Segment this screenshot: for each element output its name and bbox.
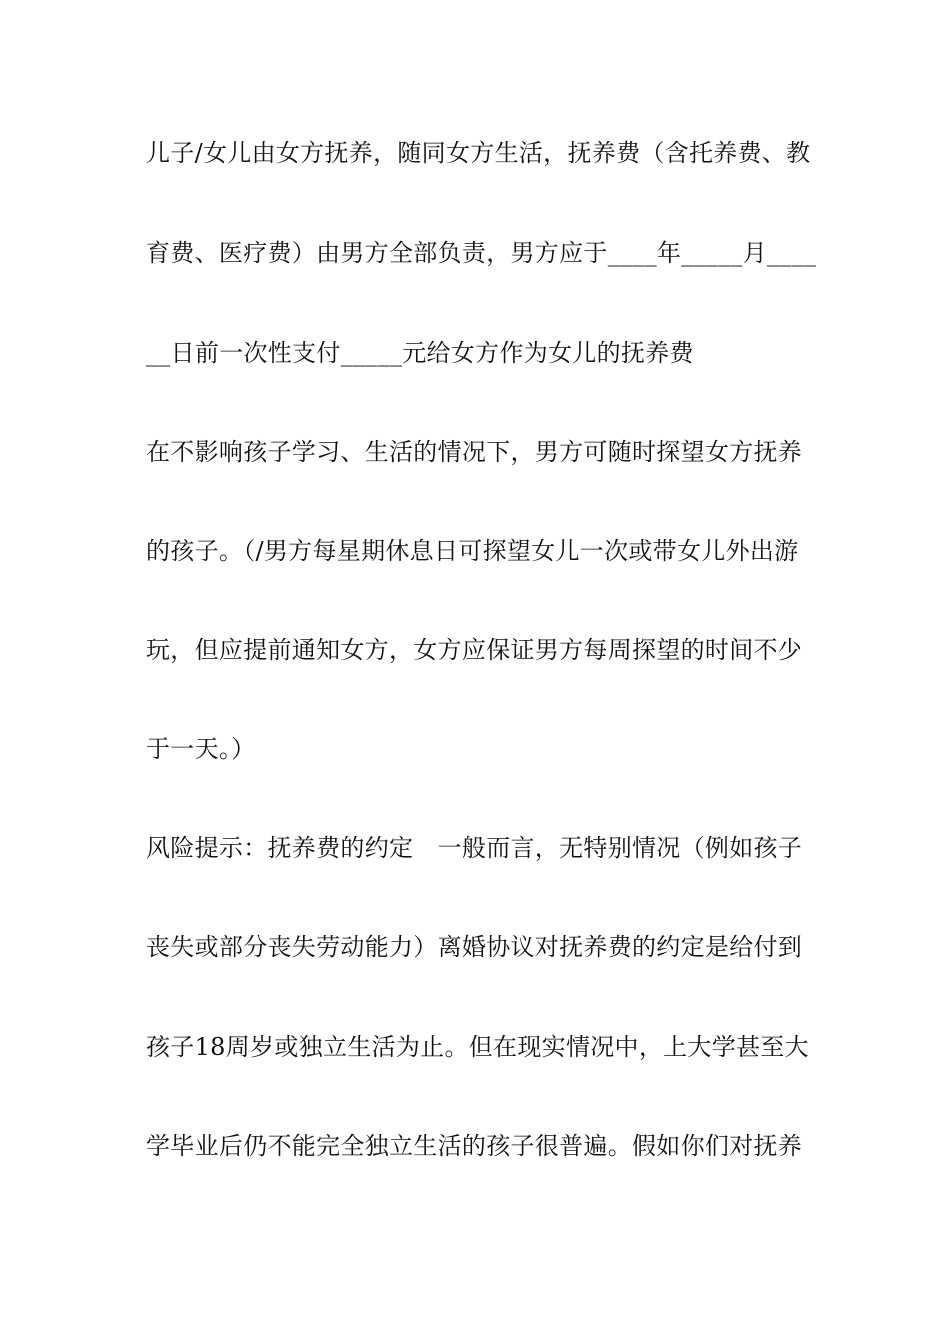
text-line: 的孩子。（/男方每星期休息日可探望女儿一次或带女儿外出游	[146, 537, 799, 565]
text-line: 孩子18周岁或独立生活为止。但在现实情况中，上大学甚至大	[146, 1033, 809, 1061]
text-line: __日前一次性支付_____元给女方作为女儿的抚养费	[146, 339, 694, 367]
text-line: 儿子/女儿由女方抚养，随同女方生活，抚养费（含托养费、教	[146, 139, 811, 167]
text-line: 在不影响孩子学习、生活的情况下，男方可随时探望女方抚养	[146, 438, 803, 466]
text-line: 风险提示：抚养费的约定 一般而言，无特别情况（例如孩子	[146, 834, 803, 862]
text-line: 育费、医疗费）由男方全部负责，男方应于____年_____月____	[146, 239, 817, 267]
text-line: 玩，但应提前通知女方，女方应保证男方每周探望的时间不少	[146, 636, 803, 664]
text-line: 于一天。）	[146, 735, 256, 763]
text-line: 学毕业后仍不能完全独立生活的孩子很普遍。假如你们对抚养	[146, 1132, 803, 1160]
text-line: 丧失或部分丧失劳动能力）离婚协议对抚养费的约定是给付到	[146, 933, 803, 961]
